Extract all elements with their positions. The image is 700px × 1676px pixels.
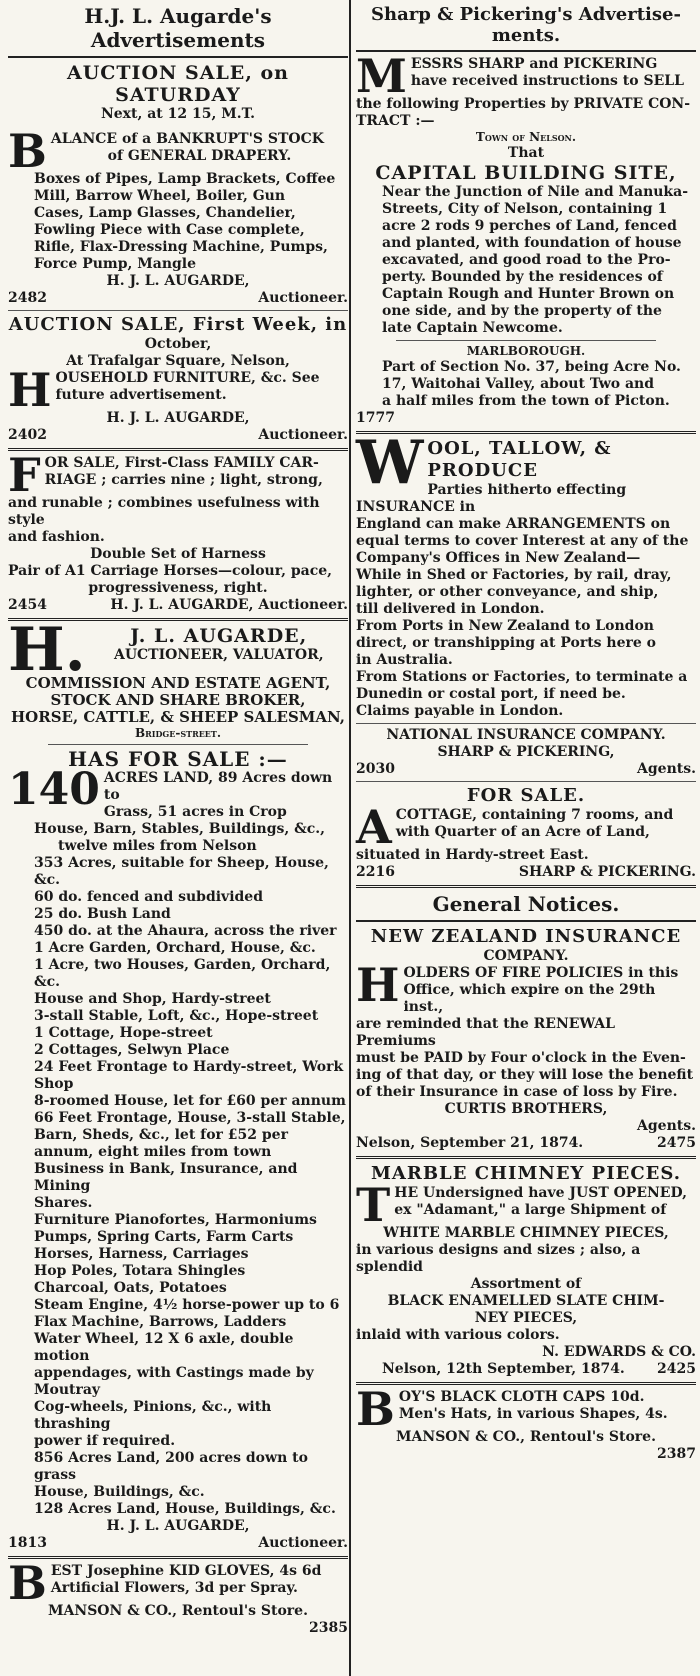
ad-text: are reminded that the RENEWAL Premiums [356, 1016, 615, 1049]
ad-auction-october [8, 314, 348, 444]
ad-text: Boxes of Pipes, Lamp Brackets, Coffee [34, 171, 336, 187]
ad-lead: COTTAGE, containing 7 rooms, and [395, 807, 674, 823]
ad-marble-chimney [356, 1163, 696, 1378]
list-item: equal terms to cover Interest at any of the [356, 533, 689, 549]
ad-lead: OLDERS OF FIRE POLICIES in this [403, 965, 679, 981]
list-item: 3-stall Stable, Loft, &c., Hope-street [34, 1008, 319, 1024]
ad-subheading: Town of Nelson. [475, 130, 577, 144]
ad-signature: H. J. L. AUGARDE, [106, 410, 250, 426]
divider [356, 781, 696, 782]
divider [8, 1556, 348, 1559]
ad-number: 1777 [356, 410, 395, 426]
list-item: 24 Feet Frontage to Hardy-street, Work [34, 1059, 344, 1075]
ad-lead: of GENERAL DRAPERY. [107, 148, 292, 164]
drop-cap: F [8, 448, 41, 502]
ad-lead: AUCTIONEER, VALUATOR, [113, 647, 324, 663]
ad-signature: SHARP & PICKERING, [437, 744, 615, 760]
ad-text: Assortment of [470, 1276, 582, 1292]
list-item: Claims payable in London. [356, 703, 564, 719]
left-column [8, 0, 348, 1637]
list-item: Hop Poles, Totara Shingles [34, 1263, 246, 1279]
ad-title: FOR SALE. [466, 785, 586, 806]
ad-lead: OY'S BLACK CLOTH CAPS 10d. [398, 1389, 645, 1405]
ad-signature: MANSON & CO., Rentoul's Store. [48, 1603, 308, 1619]
ad-role: Agents. [637, 761, 696, 777]
list-item: Streets, City of Nelson, containing 1 [382, 201, 668, 217]
company-name: NATIONAL INSURANCE COMPANY. [386, 727, 666, 743]
ad-text: twelve miles from Nelson [58, 838, 257, 854]
ad-number: 2030 [356, 761, 395, 777]
ad-lead: future advertisement. [55, 387, 227, 403]
list-item: annum, eight miles from town [34, 1144, 272, 1160]
list-item: till delivered in London. [356, 601, 545, 617]
ad-nz-insurance [356, 926, 696, 1152]
list-item: 856 Acres Land, 200 acres down to grass [34, 1450, 308, 1483]
list-item: Water Wheel, 12 X 6 axle, double motion [34, 1331, 294, 1364]
property-list [8, 855, 348, 1518]
ad-signature: CURTIS BROTHERS, [444, 1101, 608, 1117]
ad-title: COMPANY. [483, 948, 569, 964]
ad-title: CAPITAL BUILDING SITE, [375, 162, 677, 184]
list-item: Pumps, Spring Carts, Farm Carts [34, 1229, 294, 1245]
ad-role: Auctioneer. [258, 427, 348, 443]
ad-wool-tallow [356, 428, 696, 778]
list-item: Cog-wheels, Pinions, &c., with thrashing [34, 1399, 272, 1432]
divider [356, 723, 696, 724]
list-item: Barn, Sheds, &c., let for £52 per [34, 1127, 288, 1143]
ad-date: Nelson, 12th September, 1874. [382, 1361, 625, 1377]
drop-cap: W [356, 428, 424, 498]
ad-signature: H. J. L. AUGARDE, [106, 273, 250, 289]
ad-text: BLACK ENAMELLED SLATE CHIM- [387, 1293, 665, 1309]
divider [356, 920, 696, 922]
ad-augarde-listing [8, 615, 348, 1552]
right-column-header: Sharp & Pickering's Advertise-ments. [371, 4, 681, 46]
list-item: lighter, or other conveyance, and ship, [356, 584, 659, 600]
drop-cap: B [8, 124, 47, 178]
ad-lead: OOL, TALLOW, & PRODUCE [427, 438, 612, 481]
ad-text: Fowling Piece with Case complete, [34, 222, 305, 238]
list-item: 2 Cottages, Selwyn Place [34, 1042, 230, 1058]
list-item: Company's Offices in New Zealand— [356, 550, 641, 566]
ad-lead: Parties hitherto effecting INSURANCE in [356, 482, 627, 515]
ad-number: 2387 [657, 1446, 696, 1462]
drop-cap: B [8, 1556, 47, 1610]
list-item: Business in Bank, Insurance, and Mining [34, 1161, 298, 1194]
divider [396, 340, 656, 341]
list-item: a half miles from the town of Picton. [382, 393, 670, 409]
ad-lead: Office, which expire on the 29th inst., [403, 982, 656, 1015]
divider [48, 744, 308, 745]
list-item: Near the Junction of Nile and Manuka- [382, 184, 689, 200]
ad-subtitle: Next, at 12 15, M.T. [100, 106, 256, 122]
list-item: 1 Acre Garden, Orchard, House, &c. [34, 940, 316, 956]
ad-text: inlaid with various colors. [356, 1327, 560, 1343]
drop-cap: H [356, 958, 400, 1012]
ad-has-for-sale: HAS FOR SALE :— [68, 747, 288, 771]
list-item: and planted, with foundation of house [382, 235, 682, 251]
ad-lead: EST Josephine KID GLOVES, 4s 6d [50, 1563, 322, 1579]
ad-item: Pair of A1 Carriage Horses—colour, pace, [8, 563, 333, 579]
ad-text: ing of that day, or they will lose the benefit [356, 1067, 694, 1083]
ad-number: 2482 [8, 290, 47, 306]
marlborough-description [356, 359, 696, 410]
drop-cap: H. [8, 615, 86, 685]
list-item: From Stations or Factories, to terminate a [356, 669, 688, 685]
list-item: 8-roomed House, let for £60 per annum [34, 1093, 346, 1109]
list-item: 17, Waitohai Valley, about Two and [382, 376, 655, 392]
list-item: 450 do. at the Ahaura, across the river [34, 923, 337, 939]
ad-signature: H. J. L. AUGARDE, [106, 1518, 250, 1534]
ad-cottage-for-sale [356, 785, 696, 881]
ad-title: MARBLE CHIMNEY PIECES. [370, 1163, 682, 1184]
drop-cap: T [356, 1178, 391, 1232]
ad-item: progressiveness, right. [88, 580, 268, 596]
ad-text: House, Barn, Stables, Buildings, &c., [34, 821, 326, 837]
divider [8, 448, 348, 451]
column-divider [349, 0, 351, 1676]
list-item: Charcoal, Oats, Potatoes [34, 1280, 227, 1296]
ad-text: ACRES LAND, 89 Acres down to [103, 770, 333, 803]
ad-lead: ALANCE of a BANKRUPT'S STOCK [50, 131, 324, 147]
ad-heading: COMMISSION AND ESTATE AGENT, [25, 674, 331, 692]
ad-heading: HORSE, CATTLE, & SHEEP SALESMAN, [10, 708, 346, 726]
ad-lead: have received instructions to SELL [410, 73, 684, 89]
ad-number: 2385 [309, 1620, 348, 1636]
insurance-terms [356, 516, 696, 720]
ad-sharp-pickering-properties [356, 49, 696, 427]
drop-cap: M [356, 49, 407, 103]
ad-text: situated in Hardy-street East. [356, 847, 589, 863]
list-item: late Captain Newcome. [382, 320, 563, 336]
list-item: appendages, with Castings made by [34, 1365, 314, 1381]
list-item: power if required. [34, 1433, 176, 1449]
ad-signature: H. J. L. AUGARDE, Auctioneer. [110, 597, 348, 613]
divider [356, 50, 696, 52]
list-item: 60 do. fenced and subdivided [34, 889, 263, 905]
drop-cap: H [8, 363, 52, 417]
ad-number: 2475 [657, 1135, 696, 1151]
ad-text: must be PAID by Four o'clock in the Even- [356, 1050, 686, 1066]
ad-heading: STOCK AND SHARE BROKER, [50, 691, 306, 709]
list-item: Part of Section No. 37, being Acre No. [382, 359, 681, 375]
ad-number: 2402 [8, 427, 47, 443]
ad-subheading: MARLBOROUGH. [466, 344, 586, 358]
ad-lead: ex "Adamant," a large Shipment of [394, 1202, 667, 1218]
ad-role: Agents. [637, 1118, 696, 1134]
divider [8, 56, 348, 58]
list-item: House and Shop, Hardy-street [34, 991, 271, 1007]
list-item: 353 Acres, suitable for Sheep, House, &c. [34, 855, 329, 888]
list-item: Shop [34, 1076, 74, 1092]
ad-text: Cases, Lamp Glasses, Chandelier, [34, 205, 296, 221]
ad-date: Nelson, September 21, 1874. [356, 1135, 584, 1151]
ad-text: of their Insurance in case of loss by Fire. [356, 1084, 678, 1100]
drop-cap: B [356, 1382, 395, 1436]
ad-text: WHITE MARBLE CHIMNEY PIECES, [383, 1225, 669, 1241]
list-item: Captain Rough and Hunter Brown on [382, 286, 675, 302]
ad-title: AUCTION SALE, on SATURDAY [66, 62, 289, 106]
ad-title: NEW ZEALAND INSURANCE [370, 926, 682, 947]
ad-number: 2425 [657, 1361, 696, 1377]
ad-title: October, [144, 336, 212, 352]
ad-text: TRACT :— [356, 113, 435, 129]
divider [8, 310, 348, 311]
site-description [356, 184, 696, 337]
ad-lead: OUSEHOLD FURNITURE, &c. See [55, 370, 320, 386]
list-item: Shares. [34, 1195, 93, 1211]
ad-text: Rifle, Flax-Dressing Machine, Pumps, [34, 239, 328, 255]
ad-auction-saturday [8, 62, 348, 307]
list-item: acre 2 rods 9 perches of Land, fenced [382, 218, 677, 234]
ad-role: Auctioneer. [258, 1535, 348, 1551]
list-item: Furniture Pianofortes, Harmoniums [34, 1212, 317, 1228]
list-item: 25 do. Bush Land [34, 906, 171, 922]
ad-address: Bridge-street. [134, 726, 222, 740]
ad-lead: Men's Hats, in various Shapes, 4s. [398, 1406, 668, 1422]
general-notices-heading: General Notices. [432, 892, 620, 916]
acreage-number: 140 [8, 764, 100, 815]
list-item: 1 Acre, two Houses, Garden, Orchard, &c. [34, 957, 331, 990]
list-item: 66 Feet Frontage, House, 3-stall Stable, [34, 1110, 346, 1126]
ad-text: and fashion. [8, 529, 105, 545]
ad-lead: RIAGE ; carries nine ; light, strong, [44, 472, 323, 488]
ad-boys-caps [356, 1382, 696, 1463]
list-item: Flax Machine, Barrows, Ladders [34, 1314, 287, 1330]
ad-text: Mill, Barrow Wheel, Boiler, Gun [34, 188, 286, 204]
ad-signature: MANSON & CO., Rentoul's Store. [396, 1429, 656, 1445]
ad-lead: ESSRS SHARP and PICKERING [410, 56, 658, 72]
list-item: Steam Engine, 4½ horse-power up to 6 [34, 1297, 340, 1313]
list-item: Moutray [34, 1382, 101, 1398]
list-item: perty. Bounded by the residences of [382, 269, 663, 285]
list-item: in Australia. [356, 652, 453, 668]
ad-text: in various designs and sizes ; also, a splendid [356, 1242, 641, 1275]
list-item: England can make ARRANGEMENTS on [356, 516, 671, 532]
ad-lead: OR SALE, First-Class FAMILY CAR- [44, 455, 319, 471]
ad-text: Force Pump, Mangle [34, 256, 197, 272]
ad-place: At Trafalgar Square, Nelson, [66, 353, 290, 369]
ad-signature: SHARP & PICKERING. [518, 864, 696, 880]
ad-number: 2216 [356, 864, 395, 880]
ad-text: Grass, 51 acres in Crop [103, 804, 287, 820]
divider [356, 885, 696, 888]
ad-number: 1813 [8, 1535, 47, 1551]
ad-text: and runable ; combines usefulness with style [8, 495, 320, 528]
drop-cap: A [356, 800, 392, 854]
list-item: excavated, and good road to the Pro- [382, 252, 671, 268]
ad-role: Auctioneer. [258, 290, 348, 306]
list-item: While in Shed or Factories, by rail, dray, [356, 567, 672, 583]
ad-family-carriage [8, 448, 348, 614]
divider [356, 1382, 696, 1385]
ad-item: Double Set of Harness [90, 546, 266, 562]
ad-lead: J. L. AUGARDE, [130, 625, 308, 647]
ad-number: 2454 [8, 597, 47, 613]
left-column-header: H.J. L. Augarde's Advertisements [84, 4, 272, 52]
ad-text: the following Properties by PRIVATE CON- [356, 96, 691, 112]
ad-signature: N. EDWARDS & CO. [542, 1344, 696, 1360]
ad-lead: with Quarter of an Acre of Land, [395, 824, 650, 840]
right-column [356, 0, 696, 1463]
list-item: From Ports in New Zealand to London [356, 618, 654, 634]
list-item: House, Buildings, &c. [34, 1484, 205, 1500]
list-item: Dunedin or costal port, if need be. [356, 686, 626, 702]
list-item: Horses, Harness, Carriages [34, 1246, 249, 1262]
list-item: one side, and by the property of the [382, 303, 662, 319]
list-item: 1 Cottage, Hope-street [34, 1025, 213, 1041]
ad-text: That [507, 145, 545, 161]
ad-title: AUCTION SALE, First Week, in [8, 314, 348, 335]
ad-text: NEY PIECES, [474, 1310, 578, 1326]
ad-lead: Artificial Flowers, 3d per Spray. [50, 1580, 298, 1596]
divider [356, 1156, 696, 1159]
list-item: 128 Acres Land, House, Buildings, &c. [34, 1501, 336, 1517]
ad-lead: HE Undersigned have JUST OPENED, [394, 1185, 687, 1201]
list-item: direct, or transhipping at Ports here o [356, 635, 657, 651]
ad-kid-gloves [8, 1556, 348, 1637]
